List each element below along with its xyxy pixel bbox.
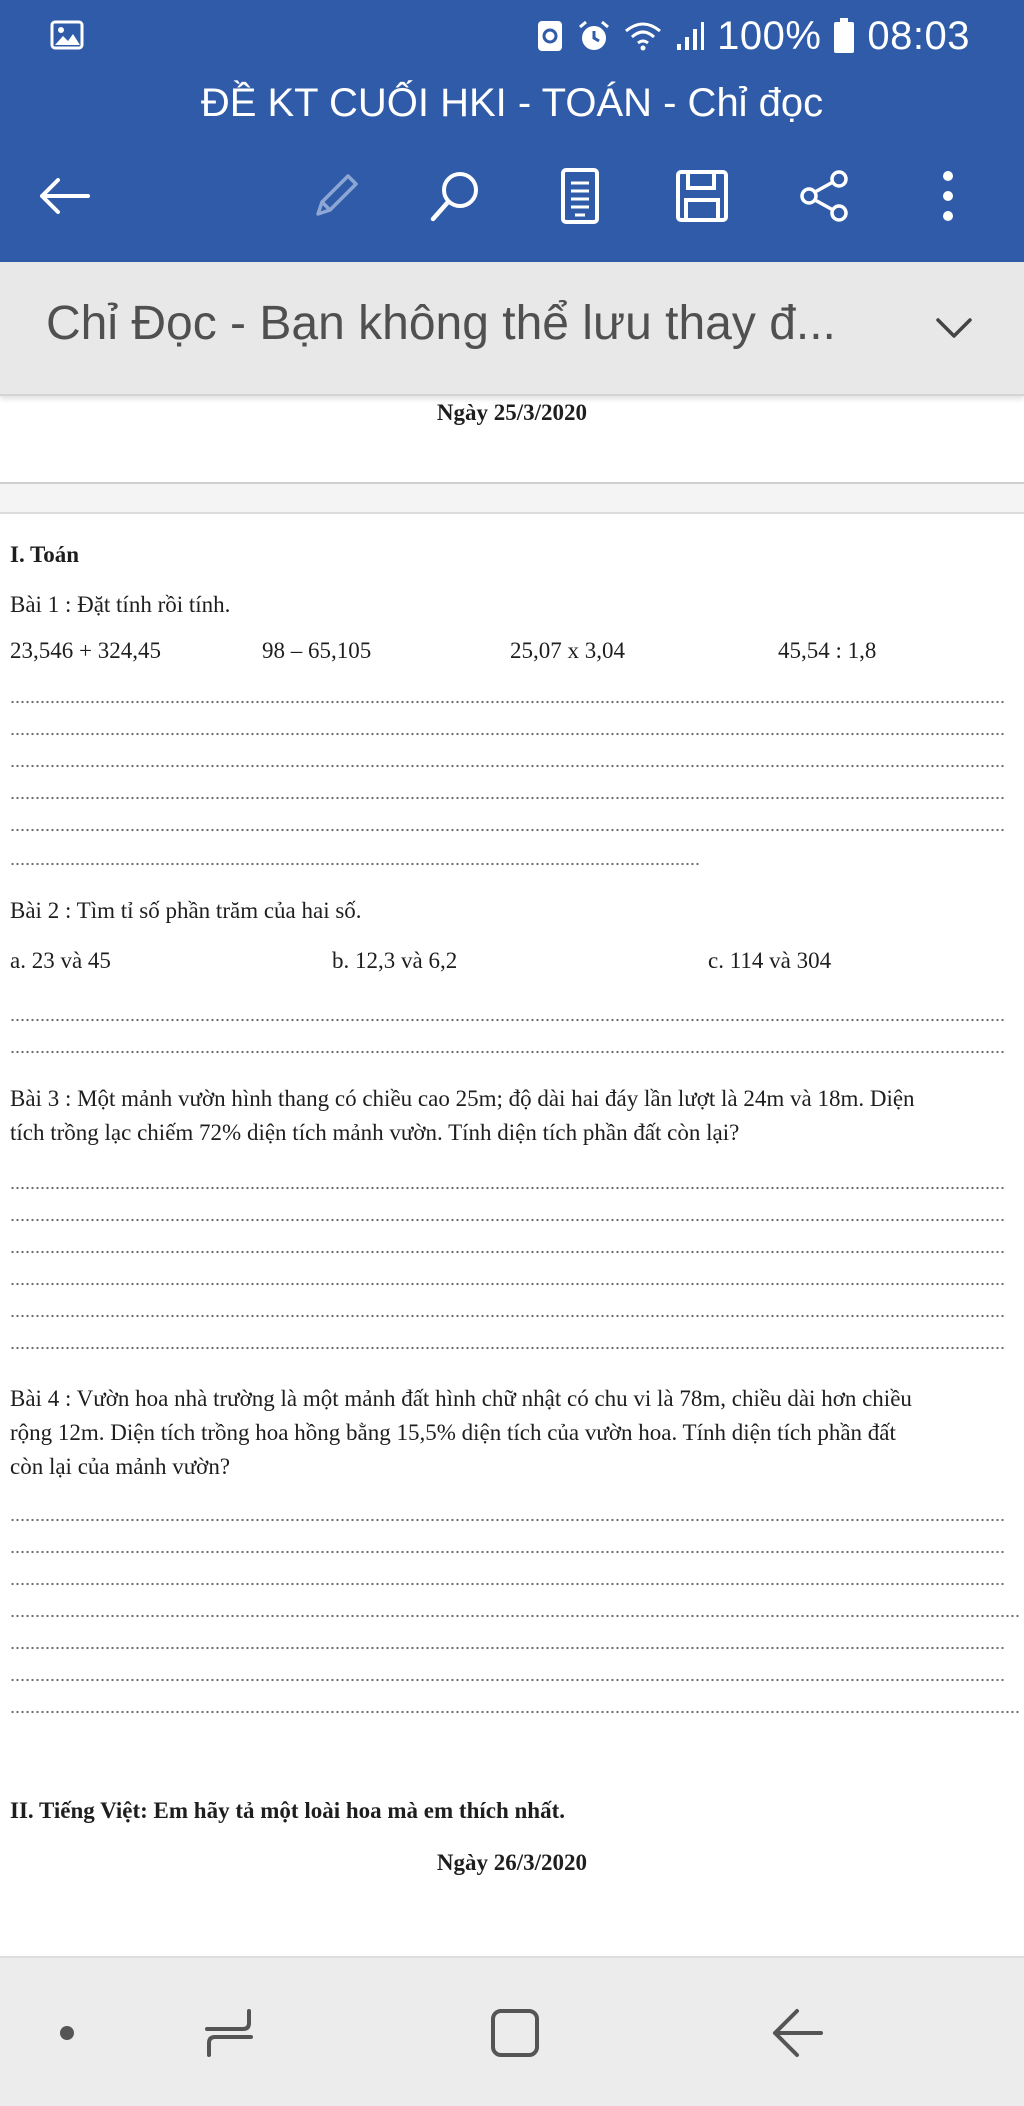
answer-line xyxy=(10,1314,1006,1318)
chevron-down-icon[interactable] xyxy=(924,298,984,358)
read-only-banner[interactable] xyxy=(0,262,1024,396)
answer-line xyxy=(10,1218,1006,1222)
answer-line xyxy=(10,1582,1006,1586)
answer-line xyxy=(10,1614,1020,1618)
date-heading-1: Ngày 25/3/2020 xyxy=(436,400,588,425)
answer-line xyxy=(10,764,1006,768)
share-icon[interactable] xyxy=(778,150,870,242)
alarm-icon xyxy=(577,19,611,53)
signal-icon xyxy=(675,20,705,52)
answer-line xyxy=(10,1018,1006,1022)
answer-line xyxy=(10,700,1006,704)
bai2-title: Bài 2 : Tìm tỉ số phần trăm của hai số. xyxy=(10,898,362,923)
app-bar xyxy=(0,0,1024,262)
bai2-item-c: c. 114 và 304 xyxy=(708,948,832,973)
more-icon[interactable] xyxy=(902,150,994,242)
date-heading-2: Ngày 26/3/2020 xyxy=(436,1850,588,1875)
status-icons xyxy=(535,12,970,60)
battery-percent: 100% xyxy=(717,13,822,58)
bai1-problem-1: 23,546 + 324,45 xyxy=(10,638,161,663)
document-title: ĐỀ KT CUỐI HKI - TOÁN - Chỉ đọc xyxy=(200,81,824,125)
sync-icon xyxy=(535,19,565,53)
answer-line xyxy=(10,1282,1006,1286)
dot-icon[interactable] xyxy=(22,1988,112,2078)
bai4-line-2: rộng 12m. Diện tích trồng hoa hồng bằng 15,5% diện tích của vườn hoa. Tính diện tích phần đất xyxy=(10,1420,896,1445)
back-arrow-icon[interactable] xyxy=(18,150,110,242)
back-icon[interactable] xyxy=(752,1988,842,2078)
read-only-message: Chỉ Đọc - Bạn không thể lưu thay đ... xyxy=(46,297,836,350)
answer-line xyxy=(10,828,1006,832)
mobile-view-icon[interactable] xyxy=(534,150,626,242)
answer-line xyxy=(10,1710,1020,1714)
bai4-line-1: Bài 4 : Vườn hoa nhà trường là một mảnh đất hình chữ nhật có chu vi là 78m, chiều dài hơn chiều xyxy=(10,1386,912,1411)
clock: 08:03 xyxy=(867,13,970,58)
image-icon xyxy=(50,20,84,55)
section-math-heading: I. Toán xyxy=(10,542,80,567)
answer-line xyxy=(10,1250,1006,1254)
bai1-title: Bài 1 : Đặt tính rồi tính. xyxy=(10,592,231,617)
bai3-line-2: tích trồng lạc chiếm 72% diện tích mảnh vườn. Tính diện tích phần đất còn lại? xyxy=(10,1120,740,1145)
section-vietnamese-heading: II. Tiếng Việt: Em hãy tả một loài hoa mà em thích nhất. xyxy=(10,1798,566,1823)
answer-line xyxy=(10,1550,1006,1554)
answer-line xyxy=(10,732,1006,736)
battery-icon xyxy=(833,18,855,54)
bai4-line-3: còn lại của mảnh vườn? xyxy=(10,1454,231,1479)
wifi-icon xyxy=(623,20,663,52)
answer-line xyxy=(10,1646,1006,1650)
status-bar xyxy=(0,0,1024,72)
document-body xyxy=(0,396,1024,1956)
save-icon[interactable] xyxy=(656,150,748,242)
search-icon[interactable] xyxy=(410,150,502,242)
bai1-problem-3: 25,07 x 3,04 xyxy=(510,638,625,663)
toolbar xyxy=(0,150,1024,242)
bai2-item-b: b. 12,3 và 6,2 xyxy=(332,948,458,973)
answer-line xyxy=(10,1678,1006,1682)
answer-line xyxy=(10,1186,1006,1190)
answer-line xyxy=(10,862,700,866)
bai1-problem-2: 98 – 65,105 xyxy=(262,638,372,663)
bai3-line-1: Bài 3 : Một mảnh vườn hình thang có chiều cao 25m; độ dài hai đáy lần lượt là 24m và 18m. Diện xyxy=(10,1086,915,1111)
bai2-item-a: a. 23 và 45 xyxy=(10,948,111,973)
navigation-bar xyxy=(0,1956,1024,2106)
bai1-problem-4: 45,54 : 1,8 xyxy=(778,638,877,663)
answer-line xyxy=(10,1518,1006,1522)
pencil-icon[interactable] xyxy=(290,150,382,242)
home-icon[interactable] xyxy=(470,1988,560,2078)
page-break xyxy=(0,482,1024,514)
answer-line xyxy=(10,1050,1006,1054)
recent-apps-icon[interactable] xyxy=(184,1988,274,2078)
answer-line xyxy=(10,1346,1006,1350)
answer-line xyxy=(10,796,1006,800)
